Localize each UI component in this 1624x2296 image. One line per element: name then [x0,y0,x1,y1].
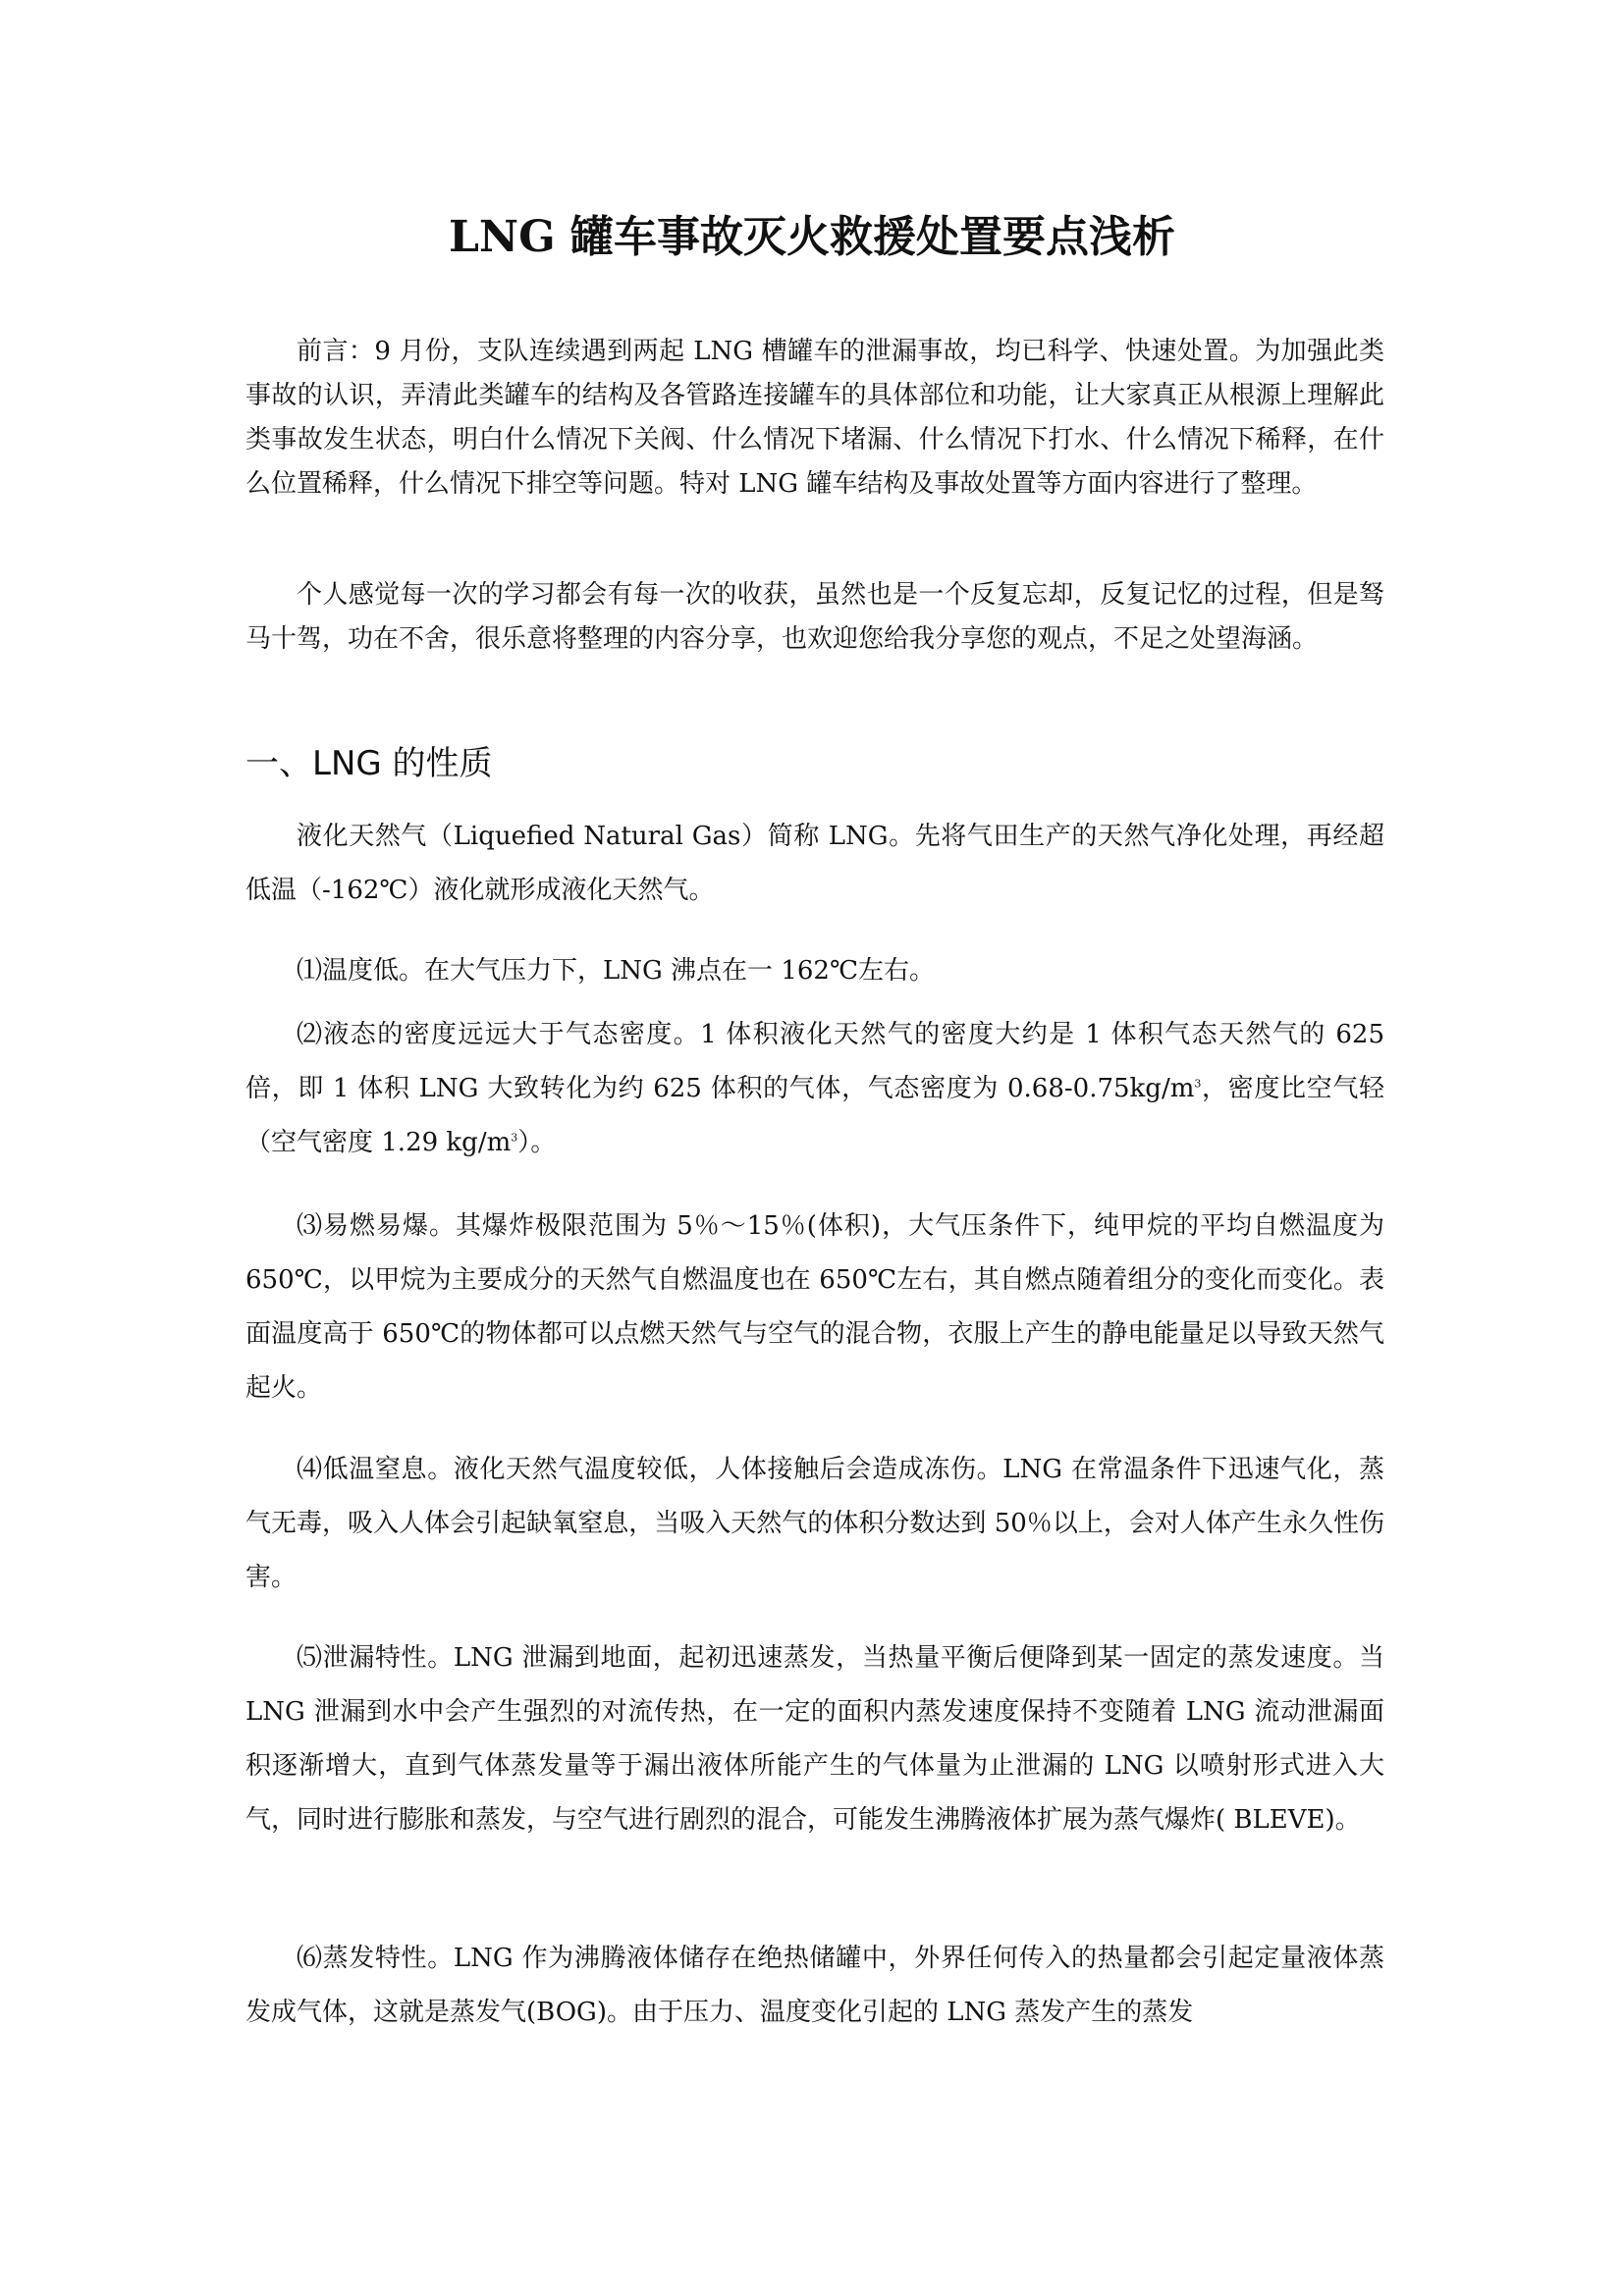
cubic-superscript-2: 3 [511,1131,518,1145]
preface-paragraph-1: 前言：9 月份，支队连续遇到两起 LNG 槽罐车的泄漏事故，均已科学、快速处置。为加强此类事故的认识，弄清此类罐车的结构及各管路连接罐车的具体部位和功能，让大家真正从根源上理解此类事故发生状态，明白什么情况下关阀、什么情况下堵漏、什么情况下打水、什么情况下稀释，在什么位置稀释，什么情况下排空等问题。特对 LNG 罐车结构及事故处置等方面内容进行了整理。 [245,337,1384,499]
document-title: LNG 罐车事故灭火救援处置要点浅析 [448,212,1176,262]
density-text-part-2: ，密度比空气轻（空气密度 1.29 kg/m [245,1074,1384,1157]
property-item-leakage: ⑸泄漏特性。LNG 泄漏到地面，起初迅速蒸发，当热量平衡后便降到某一固定的蒸发速度。当 LNG 泄漏到水中会产生强烈的对流传热，在一定的面积内蒸发速度保持不变随着 LNG 流动泄漏面积逐渐增大，直到气体蒸发量等于漏出液体所能产生的气体量为止泄漏的 LNG 以喷射形式进入大气，同时进行膨胀和蒸发，与空气进行剧烈的混合，可能发生沸腾液体扩展为蒸气爆炸( BLEVE)。 [245,1643,1384,1835]
cubic-superscript-1: 3 [1194,1077,1202,1091]
property-item-asphyxiation: ⑷低温窒息。液化天然气温度较低，人体接触后会造成冻伤。LNG 在常温条件下迅速气化，蒸气无毒，吸入人体会引起缺氧窒息，当吸入天然气的体积分数达到 50％以上，会对人体产生永久性伤害。 [245,1455,1384,1592]
section-intro-paragraph: 液化天然气（Liquefied Natural Gas）简称 LNG。先将气田生产的天然气净化处理，再经超低温（-162℃）液化就形成液化天然气。 [245,822,1384,905]
section-heading-lng-properties: 一、LNG 的性质 [245,744,493,783]
property-item-evaporation: ⑹蒸发特性。LNG 作为沸腾液体储存在绝热储罐中，外界任何传入的热量都会引起定量液体蒸发成气体，这就是蒸发气(BOG)。由于压力、温度变化引起的 LNG 蒸发产生的蒸发 [245,1944,1384,2027]
preface-paragraph-2: 个人感觉每一次的学习都会有每一次的收获，虽然也是一个反复忘却，反复记忆的过程，但是驽马十驾，功在不舍，很乐意将整理的内容分享，也欢迎您给我分享您的观点，不足之处望海涵。 [245,580,1384,654]
property-item-flammability: ⑶易燃易爆。其爆炸极限范围为 5％～15％(体积)，大气压条件下，纯甲烷的平均自燃温度为 650℃，以甲烷为主要成分的天然气自燃温度也在 650℃左右，其自燃点随着组分的变化而变化。表面温度高于 650℃的物体都可以点燃天然气与空气的混合物，衣服上产生的静电能量足以导致天然气起火。 [245,1211,1384,1403]
density-text-part-1: ⑵液态的密度远远大于气态密度。1 体积液化天然气的密度大约是 1 体积气态天然气的 625 倍，即 1 体积 LNG 大致转化为约 625 体积的气体，气态密度为 0.68-0.75kg/m [245,1020,1384,1103]
property-item-density [245,1008,1384,1170]
density-text-part-3: ）。 [517,1128,557,1157]
property-item-low-temperature: ⑴温度低。在大气压力下，LNG 沸点在一 162℃左右。 [297,956,936,986]
